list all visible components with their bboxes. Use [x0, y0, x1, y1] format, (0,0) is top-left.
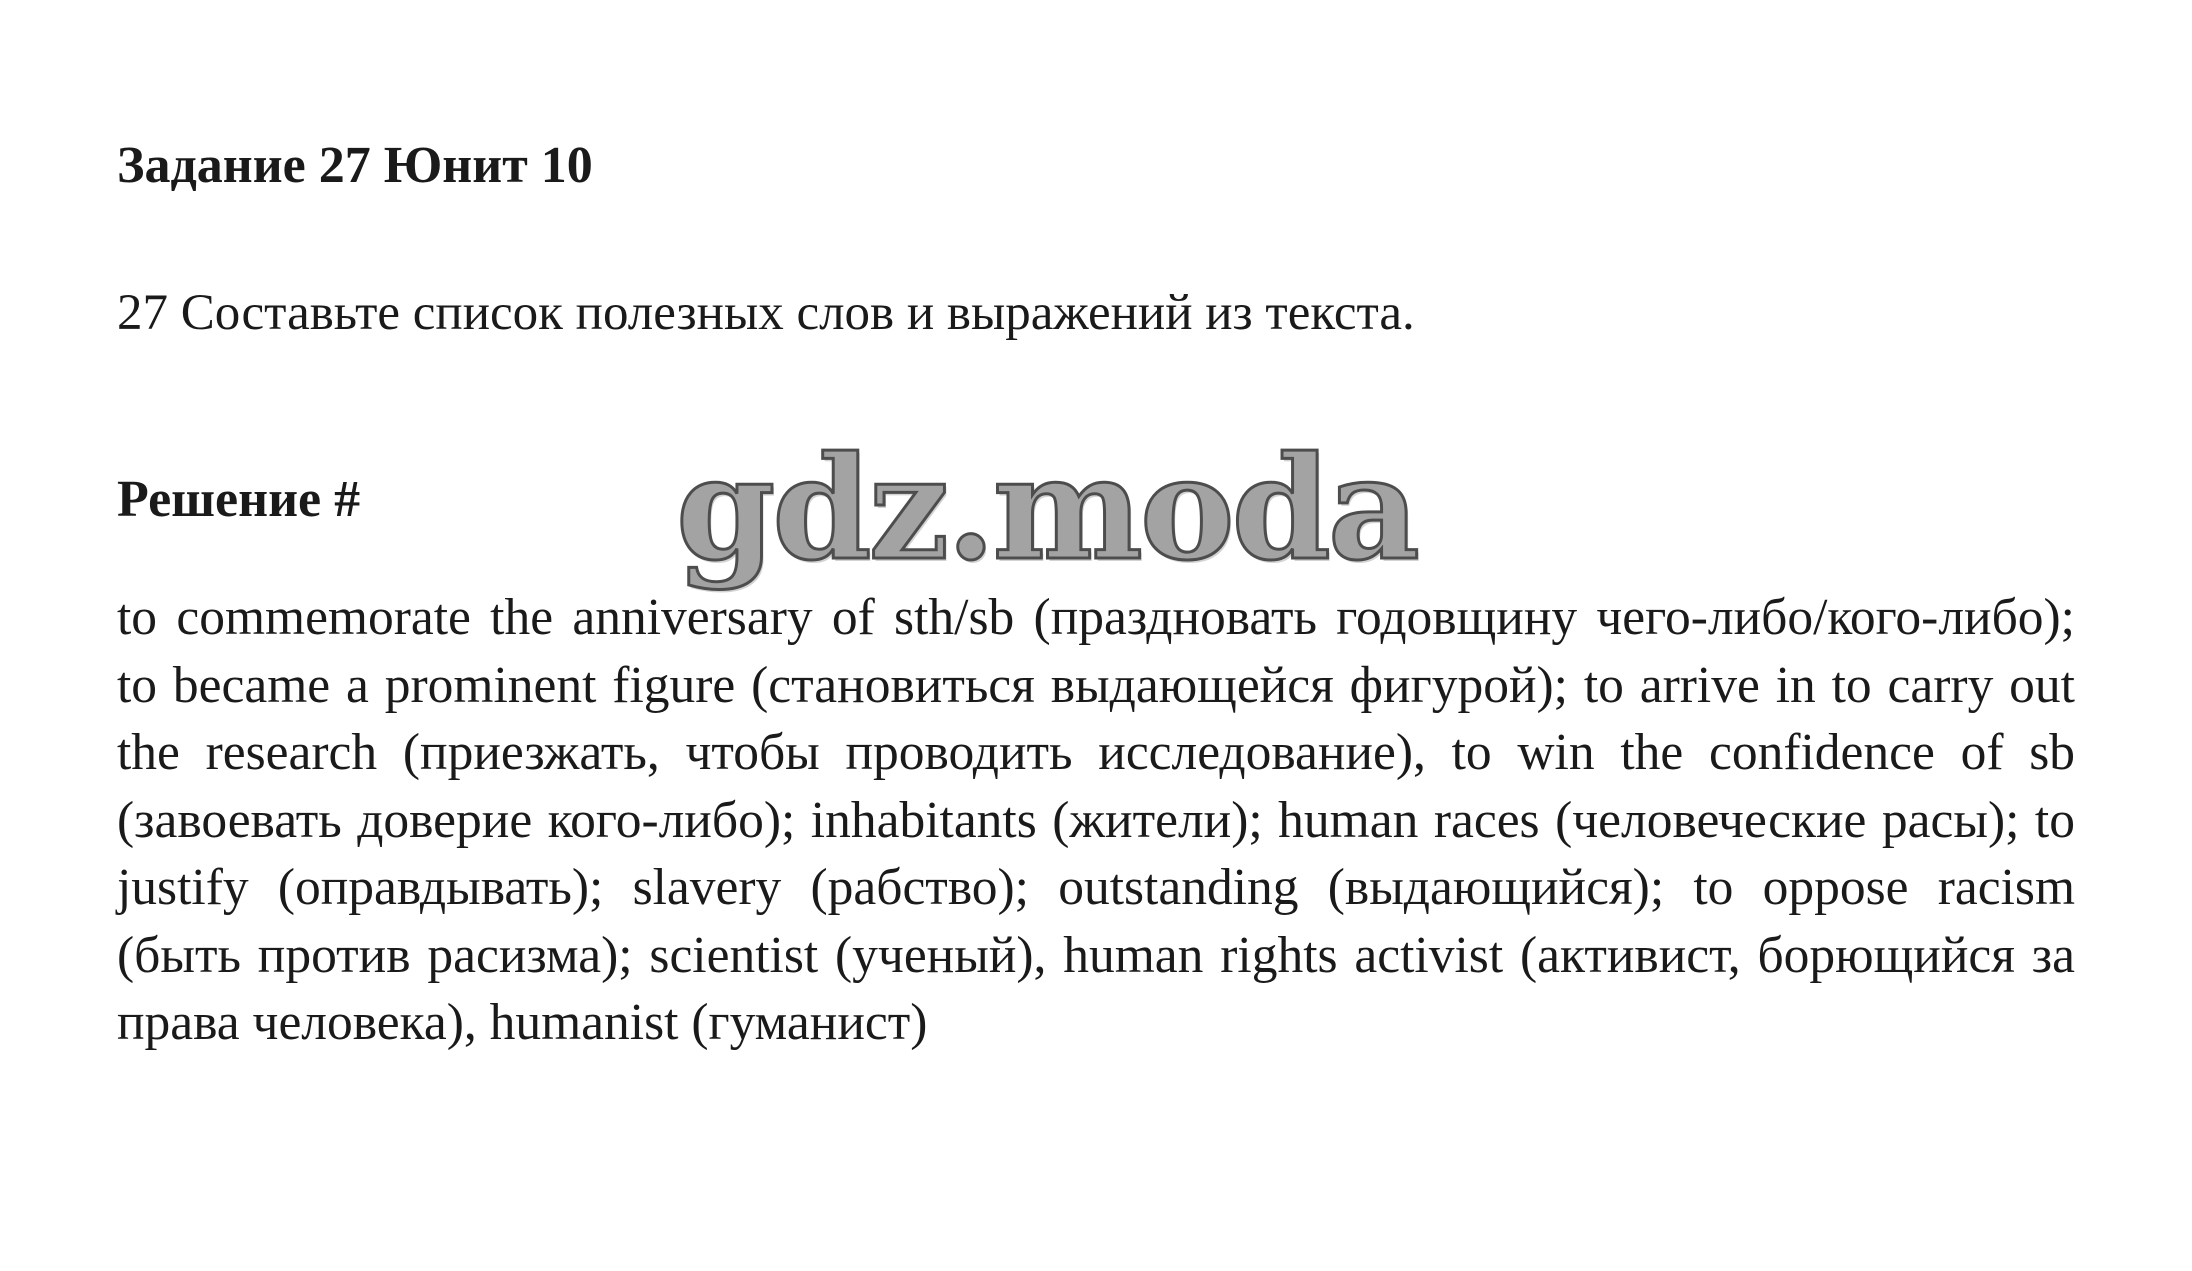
solution-heading: Решение # [117, 471, 361, 528]
solution-text: to commemorate the anniversary of sth/sb (праздновать годовщину чего-либо/кого-либо); to became a prominent figure (становиться выдающейся фигурой); to arrive in to carry out the research (приезжать, чтобы проводить исследование), to win the confidence of sb (завоевать доверие кого-либо); inhabitants (жители); human races (человеческие расы); to justify (оправдывать); slavery (рабство); outstanding (выдающийся); to oppose racism (быть против расизма); scientist (ученый), human rights activist (активист, борющийся за права человека), humanist (гуманист) [117, 589, 2075, 1051]
task-title: Задание 27 Юнит 10 [117, 137, 593, 194]
watermark-logo: gdz.moda [676, 426, 1417, 592]
task-instruction: 27 Составьте список полезных слов и выражений из текста. [117, 285, 1415, 341]
